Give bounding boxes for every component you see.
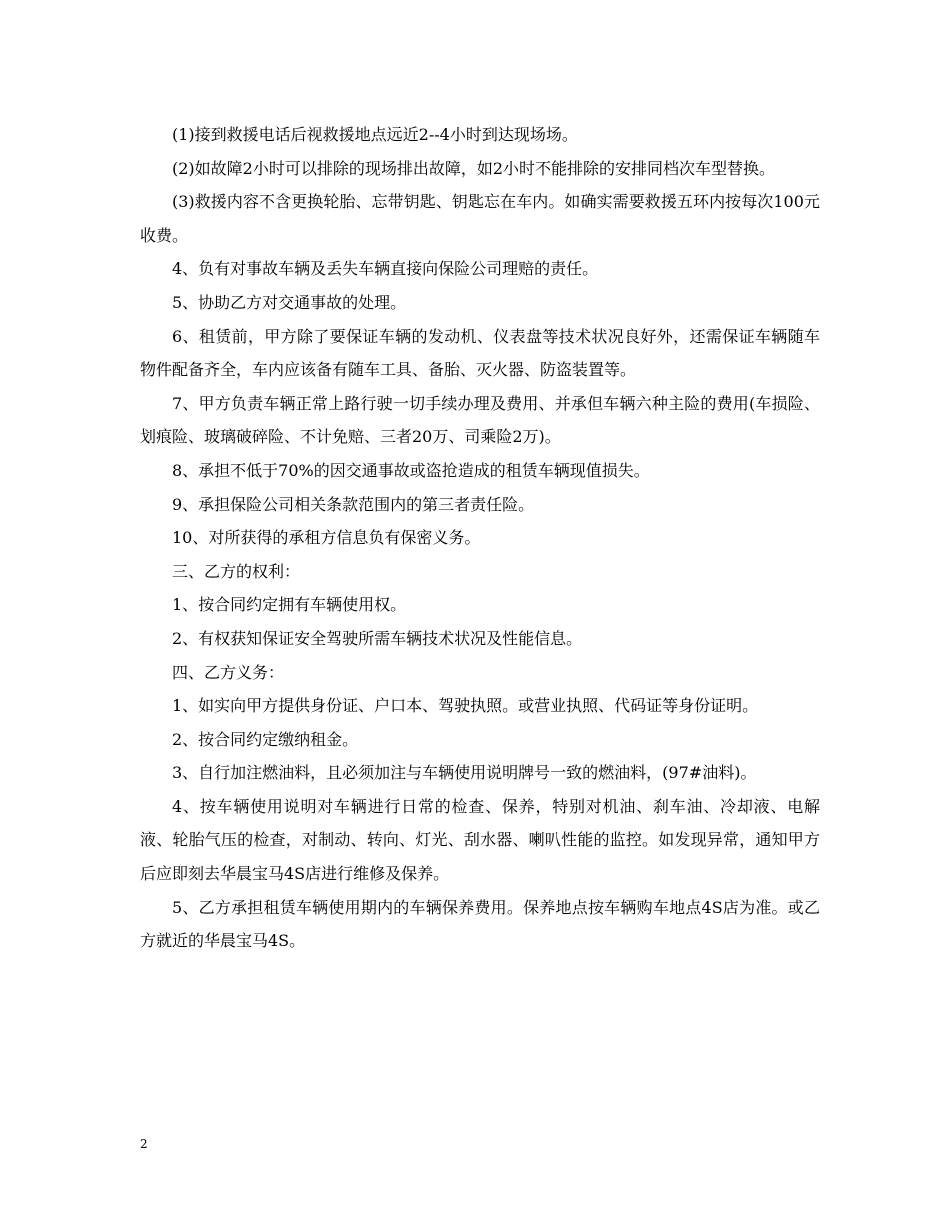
paragraph: (1)接到救援电话后视救援地点远近2--4小时到达现场场。 [172,125,578,144]
section-heading: 三、乙方的权利： [172,561,301,581]
document-body [140,118,820,958]
paragraph: 4、按车辆使用说明对车辆进行日常的检查、保养，特别对机油、刹车油、冷却液、电解液、轮胎气压的检查，对制动、转向、灯光、刮水器、喇叭性能的监控。如发现异常，通知甲方后应即刻去华晨宝马4S店进行维修及保养。 [140,796,820,884]
page-number: 2 [140,1137,148,1151]
paragraph: 5、乙方承担租赁车辆使用期内的车辆保养费用。保养地点按车辆购车地点4S店为准。或乙方就近的华晨宝马4S。 [140,897,820,951]
paragraph: 2、按合同约定缴纳租金。 [172,729,359,749]
paragraph: 5、协助乙方对交通事故的处理。 [172,292,407,312]
paragraph: 10、对所获得的承租方信息负有保密义务。 [172,528,481,548]
paragraph: 7、甲方负责车辆正常上路行驶一切手续办理及费用、并承但车辆六种主险的费用(车损险、划痕险、玻璃破碎险、不计免赔、三者20万、司乘险2万)。 [140,393,820,447]
paragraph: 1、如实向甲方提供身份证、户口本、驾驶执照。或营业执照、代码证等身份证明。 [172,696,759,716]
paragraph: (2)如故障2小时可以排除的现场排出故障，如2小时不能排除的安排同档次车型替换。 [172,158,776,178]
paragraph: 8、承担不低于70%的因交通事故或盗抢造成的租赁车辆现值损失。 [172,460,650,480]
paragraph: 4、负有对事故车辆及丢失车辆直接向保险公司理赔的责任。 [172,259,599,279]
paragraph: (3)救援内容不含更换轮胎、忘带钥匙、钥匙忘在车内。如确实需要救援五环内按每次100元收费。 [140,192,820,245]
paragraph: 3、自行加注燃油料，且必须加注与车辆使用说明牌号一致的燃油料，(97#油料)。 [172,763,757,783]
paragraph: 2、有权获知保证安全驾驶所需车辆技术状况及性能信息。 [172,628,583,648]
paragraph: 1、按合同约定拥有车辆使用权。 [172,595,407,615]
paragraph: 6、租赁前，甲方除了要保证车辆的发动机、仪表盘等技术状况良好外，还需保证车辆随车物件配备齐全，车内应该备有随车工具、备胎、灭火器、防盗装置等。 [140,326,820,380]
paragraph: 9、承担保险公司相关条款范围内的第三者责任险。 [172,494,535,514]
section-heading: 四、乙方义务： [172,662,285,682]
